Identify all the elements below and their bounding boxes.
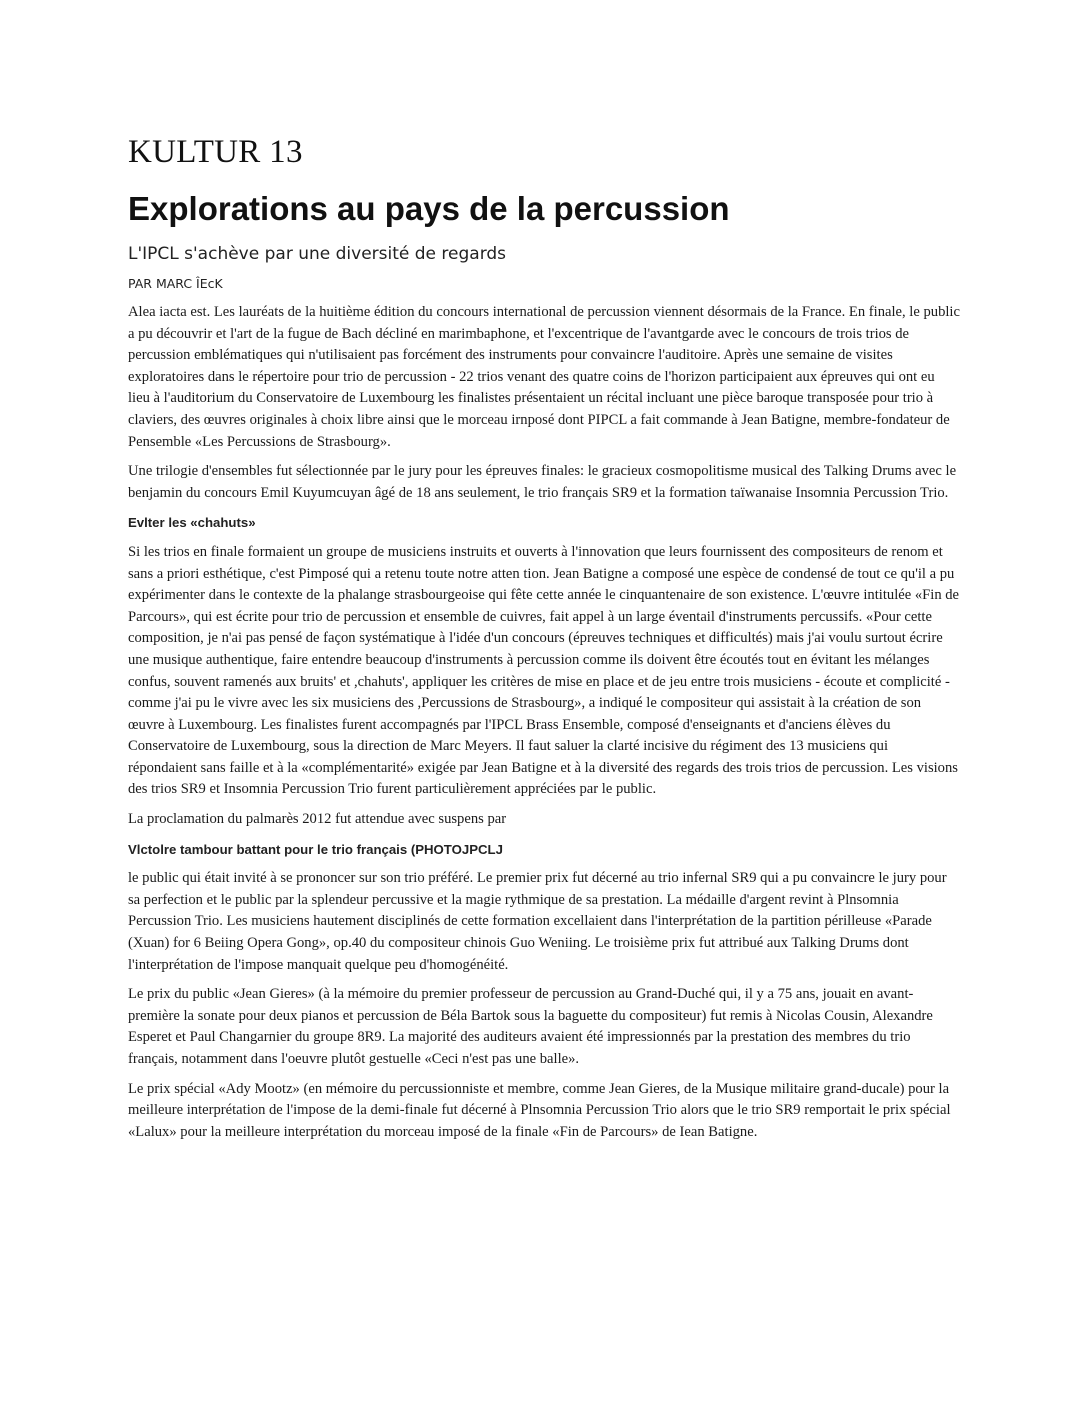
body-paragraph: Alea iacta est. Les lauréats de la huitième édition du concours international de percussion viennent désormais de la France. En finale, le public a pu découvrir et l'art de la fugue de Bach décliné en marimbaphone, et l'excentrique de l'avantgarde avec le concours de trois trios de percussion emblématiques qui n'utilisaient pas forcément des instruments pour convaincre l'auditoire. Après une semaine de visites exploratoires dans le répertoire pour trio de percussion - 22 trios venant des quatre coins de l'horizon participaient aux épreuves qui ont eu lieu à l'auditorium du Conservatoire de Luxembourg les finalistes présentaient un récital incluant une pièce baroque transposée pour trio à claviers, des œuvres originales à choix libre ainsi que le morceau irnposé dont PIPCL a fait commande à Jean Batigne, membre-fondateur de Pensemble «Les Percussions de Strasbourg». <box>128 304 960 450</box>
article-byline: PAR MARC ÎEcK <box>128 276 223 291</box>
article-body <box>128 302 960 1151</box>
article-standfirst: L'IPCL s'achève par une diversité de regards <box>128 244 507 264</box>
subheading: Evlter les «chahuts» <box>128 515 256 531</box>
body-paragraph: La proclamation du palmarès 2012 fut attendue avec suspens par <box>128 811 507 828</box>
photo-caption: Vlctolre tambour battant pour le trio français (PHOTOJPCLJ <box>128 841 503 857</box>
body-paragraph: Le prix spécial «Ady Mootz» (en mémoire du percussionniste et membre, comme Jean Gieres, de la Musique militaire grand-ducale) pour la meilleure interprétation de l'impose de la demi-finale fut décerné à Plnsomnia Percussion Trio alors que le trio SR9 remportait le prix spécial «Lalux» pour la meilleure interprétation du morceau imposé de la finale «Fin de Parcours» de Iean Batigne. <box>128 1080 951 1140</box>
article-headline: Explorations au pays de la percussion <box>128 190 730 227</box>
body-paragraph: Le prix du public «Jean Gieres» (à la mémoire du premier professeur de percussion au Grand-Duché qui, il y a 75 ans, jouait en avant-première la sonate pour deux pianos et percussion de Béla Bartok sous la baguette du compositeur) fut remis à Nicolas Cousin, Alexandre Esperet et Paul Changarnier du groupe 8R9. La majorité des auditeurs avaient été impressionnés par la prestation des membres du trio français, notamment dans l'oeuvre plutôt gestuelle «Ceci n'est pas une balle». <box>128 986 933 1067</box>
body-paragraph: Si les trios en finale formaient un groupe de musiciens instruits et ouverts à l'innovation que leurs fournissent des compositeurs de renom et sans a priori esthétique, c'est Pimposé qui a retenu toute notre atten tion. Jean Batigne a composé une espèce de condensé de tout ce qu'il a pu expérimenter dans le contexte de la phalange strasbourgeoise qui fête cette année le cinquantenaire de son existence. L'œuvre intitulée «Fin de Parcours», qui est écrite pour trio de percussion et ensemble de cuivres, fait appel à un large éventail d'instruments percussifs. «Pour cette composition, je n'ai pas pensé de façon systématique à l'idée d'un concours (épreuves techniques et difficultés) mais j'ai voulu surtout écrire une musique authentique, faire entendre beaucoup d'instruments à percussion comme ils doivent être écoutés tout en évitant les mélanges confus, souvent ramenés aux bruits' et ,chahuts', appliquer les critères de mise en place et de jeu entre trois musiciens - écoute et complicité - comme j'ai pu le vivre avec les six musiciens des ,Percussions de Strasbourg», a indiqué le compositeur qui assistait à la création de son œuvre à Luxembourg. Les finalistes furent accompagnés par l'IPCL Brass Ensemble, composé d'enseignants et d'anciens élèves du Conservatoire de Luxembourg, sous la direction de Marc Meyers. Il faut saluer la clarté incisive du régiment des 13 musiciens qui répondaient sans faille et à la «complémentarité» exigée par Jean Batigne et à la diversité des regards des trois trios de percussion. Les visions des trios SR9 et Insomnia Percussion Trio furent particulièrement appréciées par le public. <box>128 543 960 798</box>
section-label: KULTUR 13 <box>128 134 303 170</box>
body-paragraph: Une trilogie d'ensembles fut sélectionnée par le jury pour les épreuves finales: le gracieux cosmopolitisme musical des Talking Drums avec le benjamin du concours Emil Kuyumcuyan âgé de 18 ans seulement, le trio français SR9 et la formation taïwanaise Insomnia Percussion Trio. <box>128 463 957 501</box>
body-paragraph: le public qui était invité à se prononcer sur son trio préféré. Le premier prix fut décerné au trio infernal SR9 qui a pu convaincre le jury pour sa perfection et le public par la splendeur percussive et la magie rythmique de sa prestation. La médaille d'argent revint à Plnsomnia Percussion Trio. Les musiciens hautement disciplinés de cette formation excellaient dans l'interprétation de la partition périlleuse «Parade (Xuan) for 6 Beiing Opera Gong», op.40 du compositeur chinois Guo Weniing. Le troisième prix fut attribué aux Talking Drums dont l'interprétation de l'impose manquait quelque peu d'homogénéité. <box>128 870 947 973</box>
